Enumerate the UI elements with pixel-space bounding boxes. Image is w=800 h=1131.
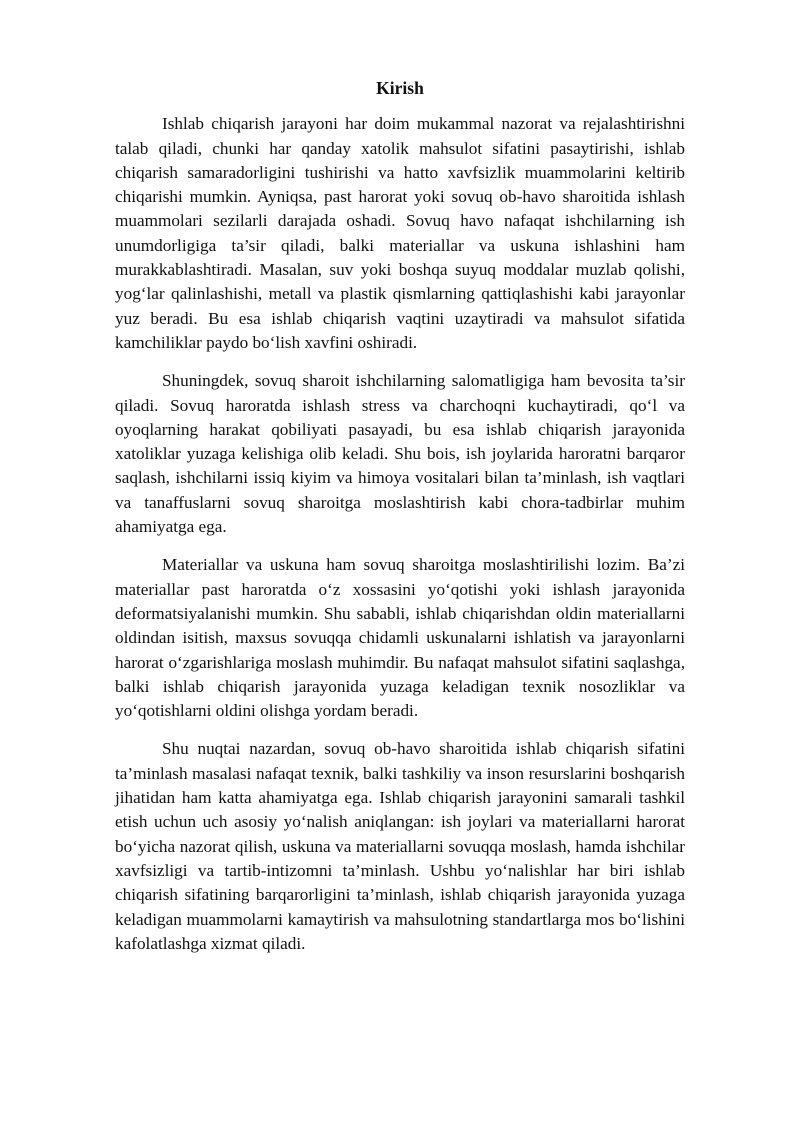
paragraph-4: Shu nuqtai nazardan, sovuq ob-havo sharoitida ishlab chiqarish sifatini ta’minlash masalasi nafaqat texnik, balki tashkiliy va inson resurslarini boshqarish jihatidan ham katta ahamiyatga ega. Ishlab chiqarish jarayonini samarali tashkil etish uchun uch asosiy yo‘nalish aniqlangan: ish joylari va materiallarni harorat bo‘yicha nazorat qilish, uskuna va materiallarni sovuqqa moslash, hamda ishchilar xavfsizligi va tartib-intizomni ta’minlash. Ushbu yo‘nalishlar har biri ishlab chiqarish sifatining barqarorligini ta’minlash, ishlab chiqarish jarayonida yuzaga keladigan muammolarni kamaytirish va mahsulotning standartlarga mos bo‘lishini kafolatlashga xizmat qiladi.: [115, 739, 685, 953]
document-page: [115, 76, 685, 970]
document-title: Kirish: [376, 78, 424, 98]
paragraph-3: Materiallar va uskuna ham sovuq sharoitga moslashtirilishi lozim. Ba’zi materiallar past haroratda o‘z xossasini yo‘qotishi yoki ishlash jarayonida deformatsiyalanishi mumkin. Shu sababli, ishlab chiqarishdan oldin materiallarni oldindan isitish, maxsus sovuqqa chidamli uskunalarni ishlatish va jarayonlarni harorat o‘zgarishlariga moslash muhimdir. Bu nafaqat mahsulot sifatini saqlashga, balki ishlab chiqarish jarayonida yuzaga keladigan texnik nosozliklar va yo‘qotishlarni oldini olishga yordam beradi.: [115, 555, 685, 721]
paragraph-1: Ishlab chiqarish jarayoni har doim mukammal nazorat va rejalashtirishni talab qiladi, chunki har qanday xatolik mahsulot sifatini pasaytirishi, ishlab chiqarish samaradorligini tushirishi va hatto xavfsizlik muammolarini keltirib chiqarishi mumkin. Ayniqsa, past harorat yoki sovuq ob-havo sharoitida ishlash muammolari sezilarli darajada oshadi. Sovuq havo nafaqat ishchilarning ish unumdorligiga ta’sir qiladi, balki materiallar va uskuna ishlashini ham murakkablashtiradi. Masalan, suv yoki boshqa suyuq moddalar muzlab qolishi, yog‘lar qalinlashishi, metall va plastik qismlarning qattiqlashishi kabi jarayonlar yuz beradi. Bu esa ishlab chiqarish vaqtini uzaytiradi va mahsulot sifatida kamchiliklar paydo bo‘lish xavfini oshiradi.: [115, 114, 685, 352]
paragraph-2: Shuningdek, sovuq sharoit ishchilarning salomatligiga ham bevosita ta’sir qiladi. Sovuq haroratda ishlash stress va charchoqni kuchaytiradi, qo‘l va oyoqlarning harakat qobiliyati pasayadi, bu esa ishlab chiqarish jarayonida xatoliklar yuzaga kelishiga olib keladi. Shu bois, ish joylarida haroratni barqaror saqlash, ishchilarni issiq kiyim va himoya vositalari bilan ta’minlash, ish vaqtlari va tanaffuslarni sovuq sharoitga moslashtirish kabi chora-tadbirlar muhim ahamiyatga ega.: [115, 371, 685, 537]
